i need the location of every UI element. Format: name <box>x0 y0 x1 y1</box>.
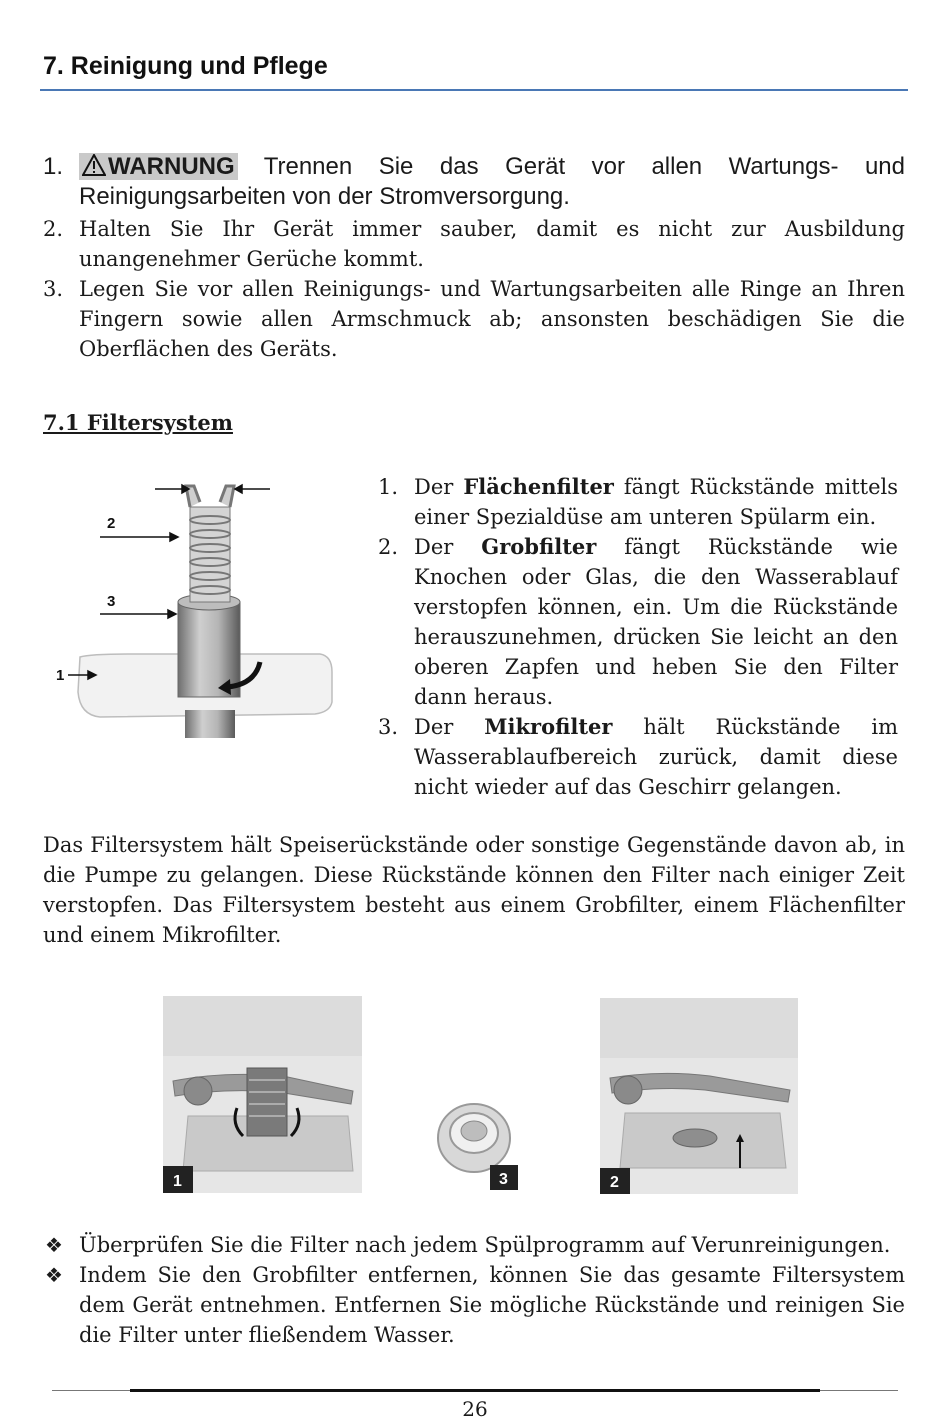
body-paragraph: Das Filtersystem hält Speiserückstände oder sonstige Gegenstände davon ab, in die Pumpe zu gelangen. Diese Rückstände können den Filter nach einiger Zeit verstopfen. Das Filtersystem besteht aus einem Grobfilter, einem Flächenfilter und einem Mikrofilter. <box>43 833 905 947</box>
filter-term: Grobfilter <box>481 534 597 559</box>
footer-divider-bold <box>130 1389 820 1392</box>
page-title: 7. Reinigung und Pflege <box>43 52 328 80</box>
list-number: 2. <box>378 535 399 559</box>
bullet-item-1 <box>43 1230 905 1260</box>
photo-step-1 <box>163 996 362 1193</box>
intro-text-2: Halten Sie Ihr Gerät immer sauber, damit es nicht zur Ausbildung unangenehmer Gerüche kommt. <box>79 217 905 271</box>
filter-text: hält Rückstände im Wasserablaufbereich zurück, damit diese nicht wieder auf das Geschirr gelangen. <box>414 715 899 799</box>
filter-text: Der <box>414 535 482 559</box>
section-title: 7.1 Filtersystem <box>43 410 233 435</box>
filter-term: Flächenfilter <box>463 474 614 499</box>
photo-label-3: 3 <box>499 1171 508 1188</box>
warning-icon <box>82 154 106 176</box>
filter-diagram <box>50 472 340 747</box>
filter-text: fängt Rückstände wie Knochen oder Glas, die den Wasserablauf verstopfen können, ein. Um die Rückstände herauszunehmen, drücken Sie leicht an den oberen Zapfen und heben Sie den Filter dann heraus. <box>414 535 898 709</box>
photo-step-3 <box>428 1083 520 1193</box>
filter-text: Der <box>414 715 485 739</box>
bullet-text: Überprüfen Sie die Filter nach jedem Spülprogramm auf Verunreinigungen. <box>79 1233 891 1257</box>
title-divider <box>40 89 908 91</box>
list-number: 2. <box>43 217 64 241</box>
diamond-bullet-icon: ❖ <box>45 1233 63 1257</box>
list-number: 3. <box>43 277 64 301</box>
filter-list <box>378 472 898 802</box>
intro-item-3 <box>43 274 905 364</box>
list-number: 3. <box>378 715 399 739</box>
intro-item-1 <box>43 152 905 212</box>
warning-label: WARNUNG <box>108 153 235 180</box>
bullet-item-2 <box>43 1260 905 1350</box>
list-number: 1. <box>43 153 64 180</box>
warning-badge <box>79 153 238 180</box>
intro-text-1: Trennen Sie das Gerät vor allen Wartungs- und Reinigungsarbeiten von der Stromversorgung. <box>79 153 905 210</box>
diamond-bullet-icon: ❖ <box>45 1263 63 1287</box>
figure-label-3: 3 <box>107 593 116 610</box>
filter-term: Mikrofilter <box>484 714 613 739</box>
filter-item-2 <box>378 532 898 712</box>
photo-step-2 <box>600 998 798 1194</box>
photo-label-1: 1 <box>173 1173 182 1190</box>
list-number: 1. <box>378 475 399 499</box>
filter-item-1 <box>378 472 898 532</box>
photo-label-2: 2 <box>610 1174 619 1191</box>
intro-text-3: Legen Sie vor allen Reinigungs- und Wartungsarbeiten alle Ringe an Ihren Fingern sowie allen Armschmuck ab; ansonsten beschädigen Sie die Oberflächen des Geräts. <box>79 277 905 361</box>
filter-item-3 <box>378 712 898 802</box>
figure-label-2: 2 <box>107 515 116 532</box>
figure-label-1: 1 <box>56 667 65 684</box>
bullet-text: Indem Sie den Grobfilter entfernen, können Sie das gesamte Filtersystem dem Gerät entnehmen. Entfernen Sie mögliche Rückstände und reinigen Sie die Filter unter fließendem Wasser. <box>79 1263 905 1347</box>
bullet-list <box>43 1230 905 1350</box>
page-number: 26 <box>462 1397 488 1421</box>
filter-text: fängt Rückstände mittels einer Spezialdüse am unteren Spülarm ein. <box>414 475 899 529</box>
filter-text: Der <box>414 475 464 499</box>
intro-item-2 <box>43 214 905 274</box>
